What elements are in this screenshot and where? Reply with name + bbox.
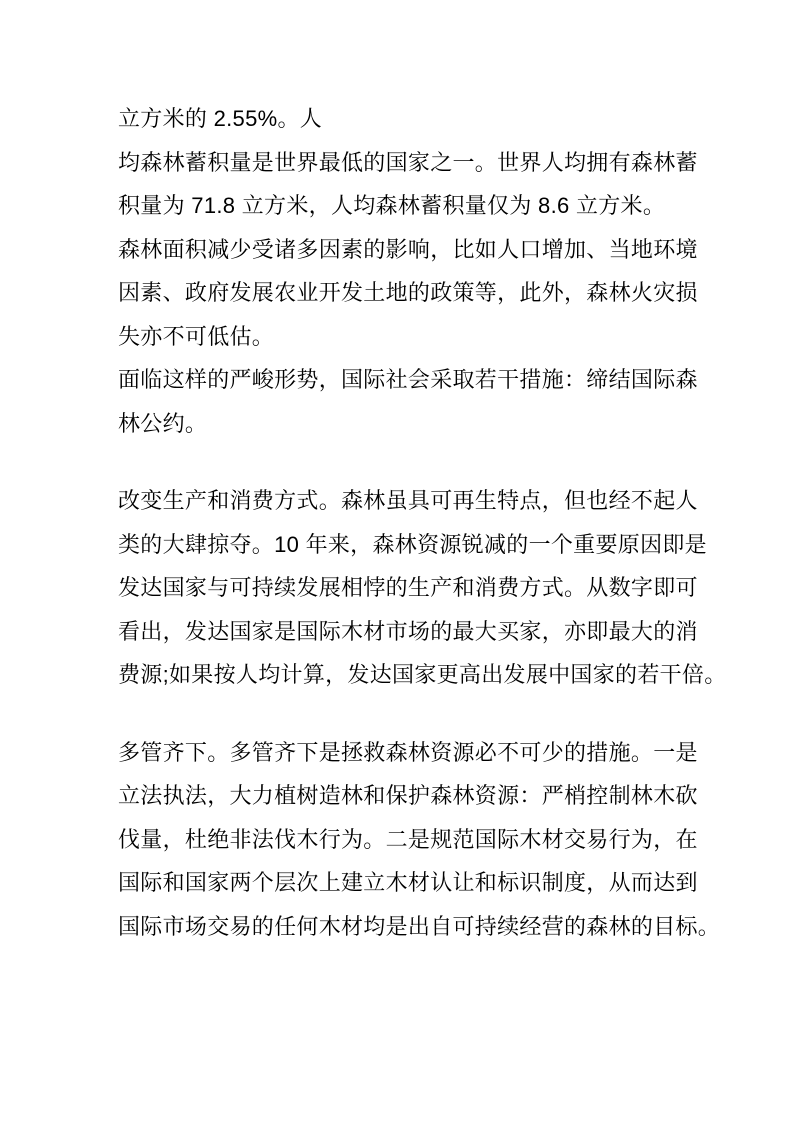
document-line: 林公约。 xyxy=(118,410,208,436)
document-line: 因素、政府发展农业开发土地的政策等，此外，森林火灾损 xyxy=(118,280,698,305)
document-line: 失亦不可低估。 xyxy=(118,323,275,349)
paragraph xyxy=(118,97,703,358)
document-line: 均森林蓄积量是世界最低的国家之一。世界人均拥有森林蓄 xyxy=(118,149,698,175)
document-line: 森林面积减少受诸多因素的影响，比如人口增加、当地环境 xyxy=(118,236,698,262)
document-line: 改变生产和消费方式。森林虽具可再生特点，但也经不起人 xyxy=(118,488,698,513)
document-line: 立方米的 2.55%。人 xyxy=(118,106,323,131)
document-line: 国际和国家两个层次上建立木材认让和标识制度，从而达到 xyxy=(118,870,698,895)
document-line: 看出，发达国家是国际木材市场的最大买家，亦即最大的消 xyxy=(118,618,698,644)
document-line: 伐量，杜绝非法伐木行为。二是规范国际木材交易行为，在 xyxy=(118,826,698,852)
paragraph xyxy=(118,358,703,445)
document-line: 多管齐下。多管齐下是拯救森林资源必不可少的措施。一是 xyxy=(118,739,698,765)
paragraph xyxy=(118,479,727,697)
document-line: 国际市场交易的任何木材均是出自可持续经营的森林的目标。 xyxy=(118,913,721,939)
document-line: 面临这样的严峻形势，国际社会采取若干措施：缔结国际森 xyxy=(118,367,698,392)
document-line: 费源;如果按人均计算，发达国家更高出发展中国家的若干倍。 xyxy=(118,662,727,687)
document-line: 立法执法，大力植树造林和保护森林资源：严梢控制林木砍 xyxy=(118,783,698,808)
document-line: 发达国家与可持续发展相悖的生产和消费方式。从数字即可 xyxy=(118,575,698,600)
document-line: 类的大肆掠夺。10 年来，森林资源锐减的一个重要原因即是 xyxy=(118,531,707,557)
document-line: 积量为 71.8 立方米，人均森林蓄积量仅为 8.6 立方米。 xyxy=(118,193,666,218)
paragraph xyxy=(118,731,721,949)
